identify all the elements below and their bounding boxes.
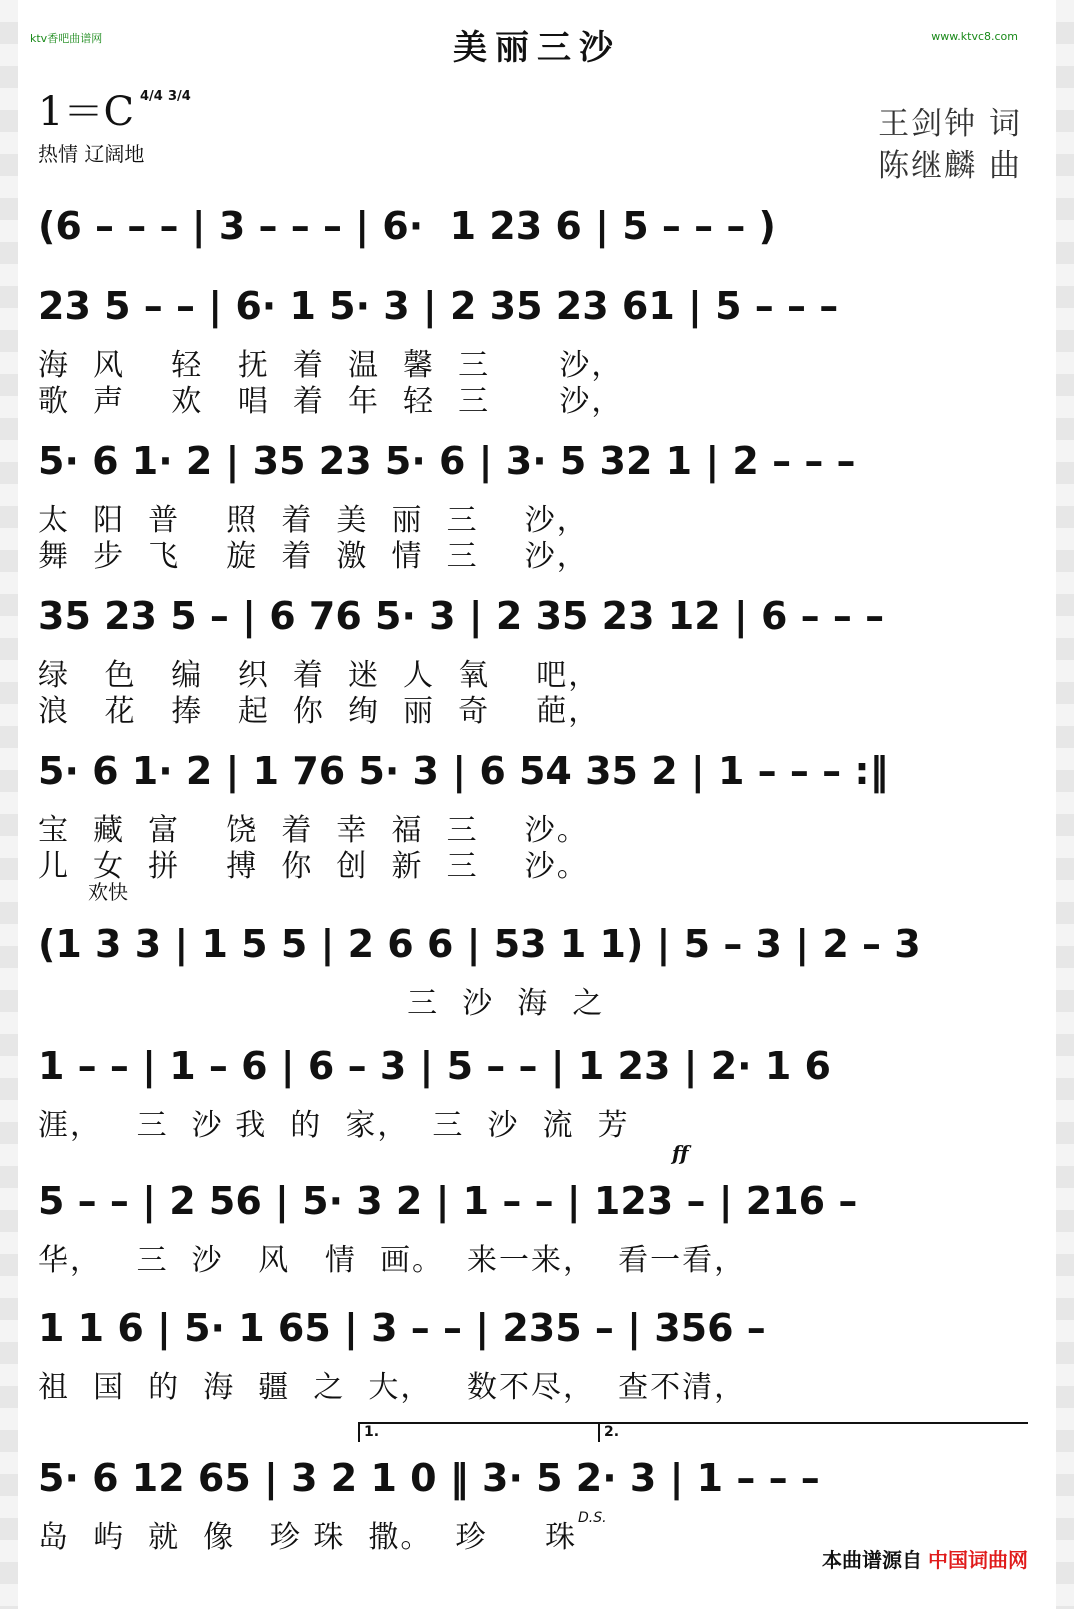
song-title: 美丽三沙 (453, 28, 621, 68)
second-ending-bracket: 2. (598, 1422, 1028, 1442)
notation: 5· 6 1· 2 | 1 76 5· 3 | 6 54 35 2 | 1 – – – :‖ (38, 749, 889, 793)
lyric-verse-1: 绿 色 编 织 着 迷 人 氧 吧， (38, 658, 601, 693)
key-signature: 1＝C (38, 89, 135, 135)
left-watermark-strip (0, 0, 18, 1609)
site-label-right: www.ktvc8.com (931, 30, 1018, 43)
lyric-verse-2: 歌 声 欢 唱 着 年 轻 三 沙， (38, 384, 624, 419)
footer-source-site: 中国词曲网 (928, 1548, 1028, 1572)
lyric-verse-2: 舞 步 飞 旋 着 激 情 三 沙， (38, 539, 589, 574)
time-signature-2: 3/4 (168, 89, 191, 104)
lyric-verse-1: 涯， 三 沙 我 的 家， 三 沙 流 芳 (38, 1108, 630, 1143)
lyric-verse-2: 儿 女 拼 搏 你 创 新 三 沙。 (38, 849, 589, 884)
notation: 23 5 – – | 6· 1 5· 3 | 2 35 23 61 | 5 – – – (38, 284, 839, 328)
dal-segno-marking: D.S. (578, 1510, 607, 1526)
notation: 1 – – | 1 – 6 | 6 – 3 | 5 – – | 1 23 | 2· 1 6 (38, 1044, 831, 1088)
lyric-verse-1: 岛 屿 就 像 珍 珠 撒。 珍 珠 (38, 1520, 578, 1555)
lyric-verse-1: 宝 藏 富 饶 着 幸 福 三 沙。 (38, 813, 589, 848)
right-watermark-strip (1056, 0, 1074, 1609)
lyric-verse-1: 华， 三 沙 风 情 画。 来一来， 看一看， (38, 1243, 747, 1278)
time-signature-1: 4/4 (140, 89, 163, 104)
notation: (6 – – – | 3 – – – | 6· 1 23 6 | 5 – – – ) (38, 204, 776, 248)
lyricist-credit: 王剑钟 词 (878, 106, 1022, 142)
notation: 5 – – | 2 56 | 5· 3 2 | 1 – – | 123 – | 216 – (38, 1179, 858, 1223)
notation: 35 23 5 – | 6 76 5· 3 | 2 35 23 12 | 6 – – – (38, 594, 885, 638)
notation: (1 3 3 | 1 5 5 | 2 6 6 | 53 1 1) | 5 – 3 | 2 – 3 (38, 922, 921, 966)
lyric-verse-1: 祖 国 的 海 疆 之 大， 数不尽， 查不清， (38, 1370, 747, 1405)
notation: 5· 6 12 65 | 3 2 1 0 ‖ 3· 5 2· 3 | 1 – – – (38, 1456, 820, 1500)
notation: 1 1 6 | 5· 1 65 | 3 – – | 235 – | 356 – (38, 1306, 766, 1350)
lyric-verse-1: 太 阳 普 照 着 美 丽 三 沙， (38, 503, 589, 538)
footer-source-label: 本曲谱源自 (822, 1548, 922, 1572)
first-ending-bracket: 1. (358, 1422, 600, 1442)
lyric-verse-1: 海 风 轻 抚 着 温 馨 三 沙， (38, 348, 624, 383)
notation: 5· 6 1· 2 | 35 23 5· 6 | 3· 5 32 1 | 2 – – – (38, 439, 856, 483)
dynamic-marking: ff (672, 1141, 689, 1165)
lyric-verse-1: 三 沙 海 之 (38, 986, 605, 1021)
tempo-marking: 热情 辽阔地 (38, 142, 145, 166)
tempo-change-marking: 欢快 (88, 880, 128, 904)
composer-credit: 陈继麟 曲 (878, 148, 1022, 184)
lyric-verse-2: 浪 花 捧 起 你 绚 丽 奇 葩， (38, 694, 601, 729)
site-label-left: ktv香吧曲谱网 (30, 32, 103, 45)
